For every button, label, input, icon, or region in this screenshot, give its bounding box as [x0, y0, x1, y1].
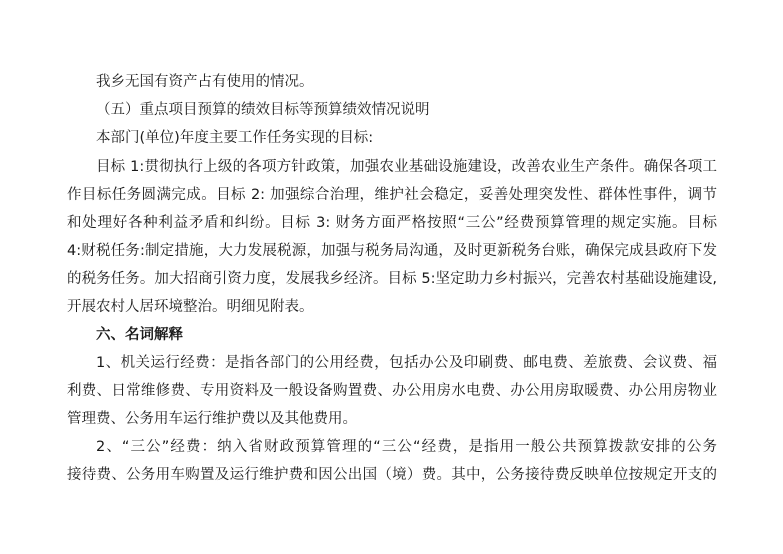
text-line-3: 本部门(单位)年度主要工作任务实现的目标: [96, 130, 374, 146]
text-line-14: 2、“三公”经费：纳入省财政预算管理的“三公“经费，是指用一般公共预算拨款安排的公务 [96, 439, 717, 455]
text-line-13: 管理费、公务用车运行维护费以及其他费用。 [67, 411, 357, 427]
text-line-5: 作目标任务圆满完成。目标 2: 加强综合治理，维护社会稳定，妥善处理突发性、群体性事件，调节 [67, 187, 717, 203]
text-line-12: 利费、日常维修费、专用资料及一般设备购置费、办公用房水电费、办公用房取暖费、办公用房物业 [67, 383, 717, 399]
text-line-15: 接待费、公务用车购置及运行维护费和因公出国（境）费。其中，公务接待费反映单位按规定开支的 [67, 467, 717, 483]
text-line-4: 目标 1:贯彻执行上级的各项方针政策，加强农业基础设施建设，改善农业生产条件。确保各项工 [96, 159, 717, 175]
section-heading-6: 六、名词解释 [96, 327, 183, 343]
text-line-6: 和处理好各种利益矛盾和纠纷。目标 3: 财务方面严格按照“三公”经费预算管理的规定实施。目标 [67, 215, 717, 231]
text-line-8: 的税务任务。加大招商引资力度，发展我乡经济。目标 5:坚定助力乡村振兴，完善农村基础设施建设, [67, 271, 717, 287]
text-line-1: 我乡无国有资产占有使用的情况。 [96, 74, 314, 90]
section-heading-5: （五）重点项目预算的绩效目标等预算绩效情况说明 [96, 102, 430, 118]
text-line-11: 1、机关运行经费：是指各部门的公用经费，包括办公及印刷费、邮电费、差旅费、会议费、福 [96, 355, 717, 371]
text-line-7: 4:财税任务:制定措施，大力发展税源，加强与税务局沟通，及时更新税务台账，确保完成县政府下发 [67, 243, 717, 259]
text-line-9: 开展农村人居环境整治。明细见附表。 [67, 299, 314, 315]
